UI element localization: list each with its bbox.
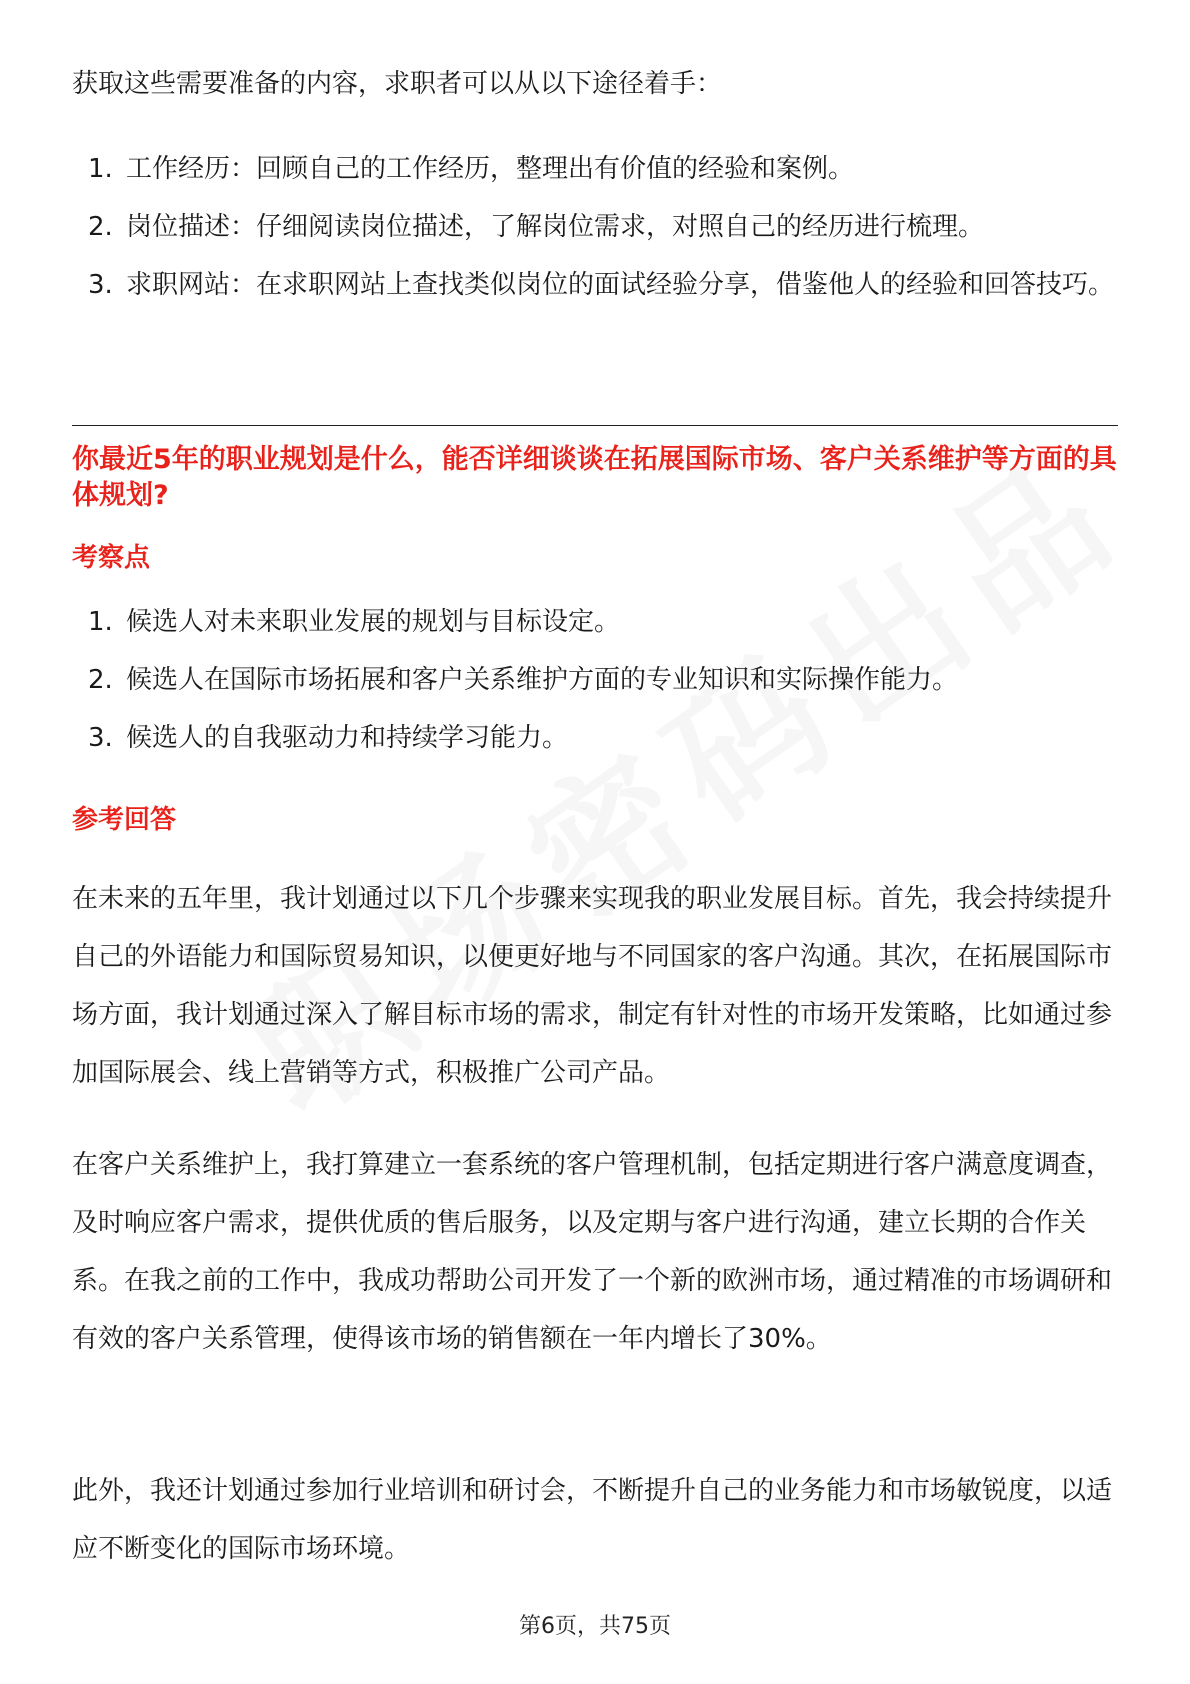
answer-paragraph-3: 此外，我还计划通过参加行业培训和研讨会，不断提升自己的业务能力和市场敏锐度，以适应不断变化的国际市场环境。 [72, 1476, 1113, 1564]
list-item [72, 140, 1118, 198]
list-item-text: 岗位描述：仔细阅读岗位描述，了解岗位需求，对照自己的经历进行梳理。 [126, 212, 985, 242]
list-item [72, 256, 1118, 314]
list-item-number: 2. [88, 212, 113, 242]
list-item [72, 198, 1118, 256]
list-item-text: 工作经历：回顾自己的工作经历，整理出有价值的经验和案例。 [126, 154, 855, 184]
page-footer [0, 1612, 1190, 1642]
list-item-text: 求职网站：在求职网站上查找类似岗位的面试经验分享，借鉴他人的经验和回答技巧。 [126, 270, 1115, 300]
list-item-number: 3. [88, 723, 113, 753]
sources-list [72, 140, 1118, 314]
section-divider [72, 425, 1118, 426]
list-item-number: 1. [88, 154, 113, 184]
intro-paragraph: 获取这些需要准备的内容，求职者可以从以下途径着手： [72, 69, 723, 99]
list-item-number: 1. [88, 607, 113, 637]
list-item-text: 候选人在国际市场拓展和客户关系维护方面的专业知识和实际操作能力。 [126, 665, 959, 695]
list-item-number: 3. [88, 270, 113, 300]
list-item [72, 593, 1118, 651]
interview-question: 你最近5年的职业规划是什么，能否详细谈谈在拓展国际市场、客户关系维护等方面的具体规划? [72, 444, 1117, 511]
list-item [72, 651, 1118, 709]
assessment-points-heading: 考察点 [72, 543, 151, 573]
assessment-points-list [72, 593, 1118, 767]
list-item-text: 候选人的自我驱动力和持续学习能力。 [126, 723, 569, 753]
list-item [72, 709, 1118, 767]
list-item-text: 候选人对未来职业发展的规划与目标设定。 [126, 607, 621, 637]
document-page [72, 0, 1118, 1684]
answer-paragraph-1: 在未来的五年里，我计划通过以下几个步骤来实现我的职业发展目标。首先，我会持续提升自己的外语能力和国际贸易知识，以便更好地与不同国家的客户沟通。其次，在拓展国际市场方面，我计划通过深入了解目标市场的需求，制定有针对性的市场开发策略，比如通过参加国际展会、线上营销等方式，积极推广公司产品。 [72, 884, 1113, 1088]
reference-answer-heading: 参考回答 [72, 805, 177, 835]
page-number: 第6页，共75页 [519, 1614, 671, 1639]
list-item-number: 2. [88, 665, 113, 695]
answer-paragraph-2: 在客户关系维护上，我打算建立一套系统的客户管理机制，包括定期进行客户满意度调查，及时响应客户需求，提供优质的售后服务，以及定期与客户进行沟通，建立长期的合作关系。在我之前的工作中，我成功帮助公司开发了一个新的欧洲市场，通过精准的市场调研和有效的客户关系管理，使得该市场的销售额在一年内增长了30%。 [72, 1150, 1113, 1354]
